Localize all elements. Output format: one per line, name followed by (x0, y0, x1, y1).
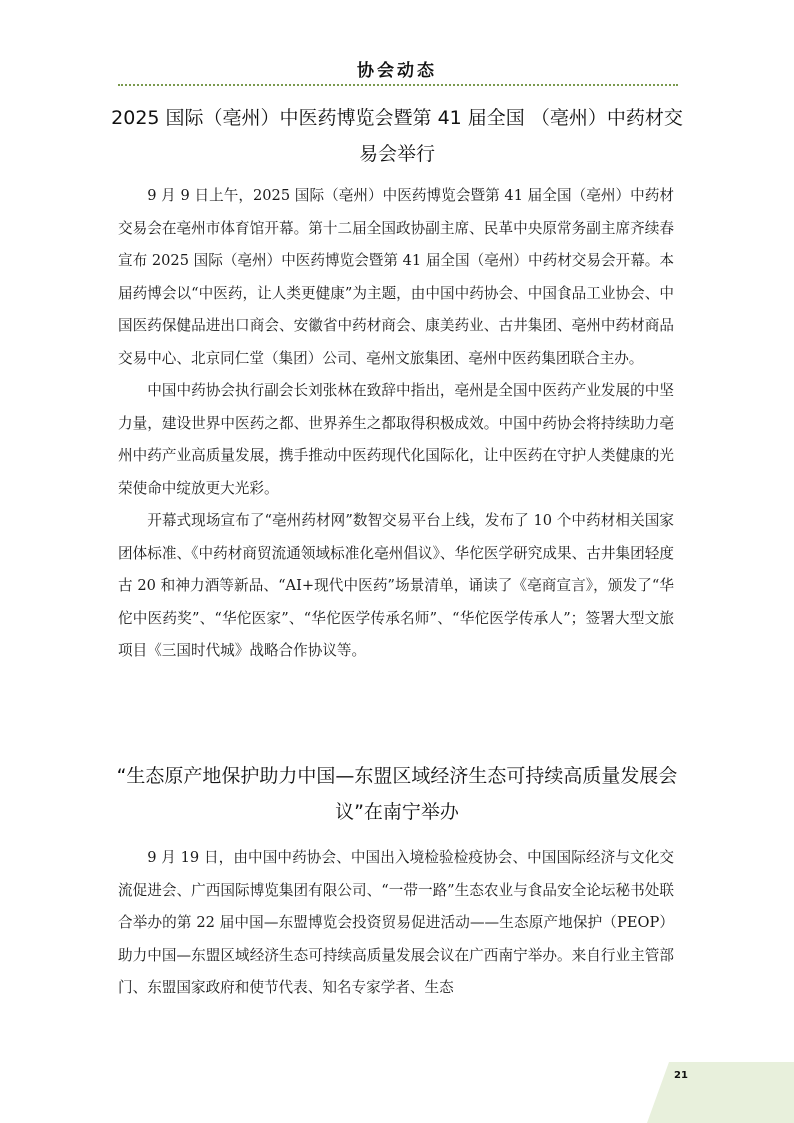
page-number: 21 (674, 1070, 688, 1081)
article-body (118, 842, 674, 1005)
article-title: “生态原产地保护助力中国—东盟区域经济生态可持续高质量发展会议”在南宁举办 (116, 765, 678, 823)
paragraph: 9 月 9 日上午，2025 国际（亳州）中医药博览会暨第 41 届全国（亳州）中药材交易会在亳州市体育馆开幕。第十二届全国政协副主席、民革中央原常务副主席齐续春宣布 2025 国际（亳州）中医药博览会暨第 41 届全国（亳州）中药材交易会开幕。本届药博会以“中医药，让人类更健康”为主题，由中国中药协会、中国食品工业协会、中国医药保健品进出口商会、安徽省中药材商会、康美药业、古井集团、亳州中药材商品交易中心、北京同仁堂（集团）公司、亳州文旅集团、亳州中医药集团联合主办。 (118, 187, 674, 367)
paragraph: 中国中药协会执行副会长刘张林在致辞中指出，亳州是全国中医药产业发展的中坚力量，建设世界中医药之都、世界养生之都取得积极成效。中国中药协会将持续助力亳州中药产业高质量发展，携手推动中医药现代化国际化，让中医药在守护人类健康的光荣使命中绽放更大光彩。 (118, 382, 674, 497)
page-corner-decoration (647, 1062, 794, 1123)
section-header-title: 协会动态 (357, 61, 437, 81)
article-body (118, 180, 674, 668)
article-title: 2025 国际（亳州）中医药博览会暨第 41 届全国 （亳州）中药材交易会举行 (111, 107, 683, 165)
paragraph: 开幕式现场宣布了“亳州药材网”数智交易平台上线，发布了 10 个中药材相关国家团体标准、《中药材商贸流通领域标准化亳州倡议》、华佗医学研究成果、古井集团轻度古 20 和神力酒等新品、“AI+现代中医药”场景清单，诵读了《亳商宣言》，颁发了“华佗中医药奖”、“华佗医家”、“华佗医学传承名师”、“华佗医学传承人”；签署大型文旅项目《三国时代城》战略合作协议等。 (118, 512, 674, 659)
header-divider (118, 84, 678, 86)
paragraph: 9 月 19 日，由中国中药协会、中国出入境检验检疫协会、中国国际经济与文化交流促进会、广西国际博览集团有限公司、“一带一路”生态农业与食品安全论坛秘书处联合举办的第 22 届中国—东盟博览会投资贸易促进活动——生态原产地保护（PEOP）助力中国—东盟区域经济生态可持续高质量发展会议在广西南宁举办。来自行业主管部门、东盟国家政府和使节代表、知名专家学者、生态 (118, 849, 674, 996)
